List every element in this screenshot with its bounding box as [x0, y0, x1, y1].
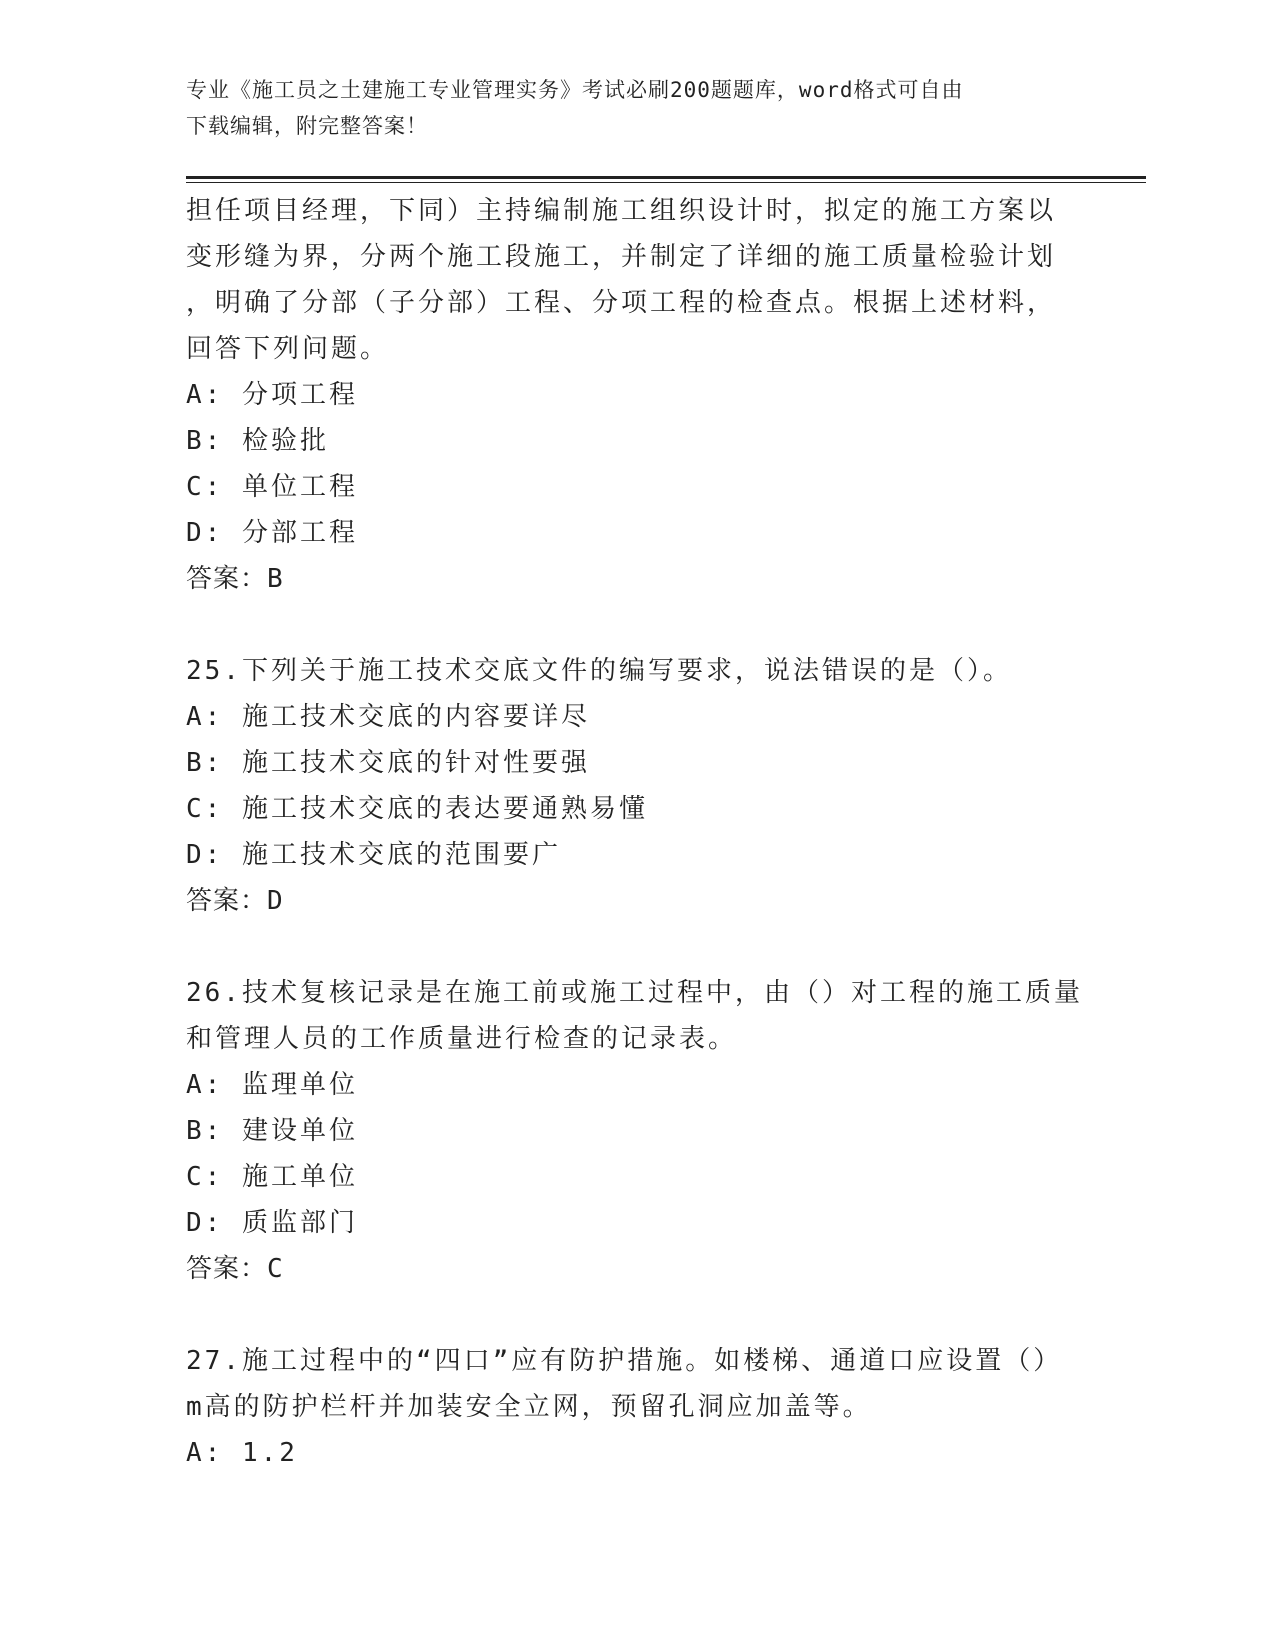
question-text: 25.下列关于施工技术交底文件的编写要求，说法错误的是（）。	[186, 656, 1012, 686]
header-divider-thin	[186, 182, 1146, 183]
option-b: B: 建设单位	[186, 1116, 358, 1146]
option-a: A: 1.2	[186, 1438, 298, 1468]
question-text: 变形缝为界，分两个施工段施工，并制定了详细的施工质量检验计划	[186, 242, 1057, 272]
question-text: 担任项目经理，下同）主持编制施工组织设计时，拟定的施工方案以	[186, 196, 1057, 226]
option-a: A: 施工技术交底的内容要详尽	[186, 702, 590, 732]
option-a: A: 分项工程	[186, 380, 358, 410]
spacer	[186, 924, 1086, 970]
question-27	[186, 1338, 1086, 1476]
header-line: 专业《施工员之土建施工专业管理实务》考试必刷200题题库，word格式可自由	[186, 78, 964, 102]
answer: 答案：D	[186, 886, 284, 916]
option-b: B: 施工技术交底的针对性要强	[186, 748, 590, 778]
option-c: C: 施工技术交底的表达要通熟易懂	[186, 794, 648, 824]
header-line: 下载编辑，附完整答案！	[186, 114, 428, 138]
option-d: D: 质监部门	[186, 1208, 358, 1238]
question-text: 和管理人员的工作质量进行检查的记录表。	[186, 1024, 738, 1054]
question-text: 26.技术复核记录是在施工前或施工过程中，由（）对工程的施工质量	[186, 978, 1083, 1008]
question-25	[186, 648, 1086, 924]
option-b: B: 检验批	[186, 426, 329, 456]
option-d: D: 施工技术交底的范围要广	[186, 840, 561, 870]
question-list	[186, 188, 1086, 1476]
header-divider-thick	[186, 176, 1146, 179]
question-24	[186, 188, 1086, 602]
spacer	[186, 602, 1086, 648]
option-a: A: 监理单位	[186, 1070, 358, 1100]
option-c: C: 单位工程	[186, 472, 358, 502]
question-text: 27.施工过程中的“四口”应有防护措施。如楼梯、通道口应设置（）	[186, 1346, 1063, 1376]
answer: 答案：C	[186, 1254, 284, 1284]
option-d: D: 分部工程	[186, 518, 358, 548]
answer: 答案：B	[186, 564, 284, 594]
question-text: ，明确了分部（子分部）工程、分项工程的检查点。根据上述材料，	[186, 288, 1057, 318]
document-header	[186, 72, 1086, 144]
question-text: m高的防护栏杆并加装安全立网，预留孔洞应加盖等。	[186, 1392, 872, 1422]
question-26	[186, 970, 1086, 1292]
spacer	[186, 1292, 1086, 1338]
question-text: 回答下列问题。	[186, 334, 390, 364]
option-c: C: 施工单位	[186, 1162, 358, 1192]
